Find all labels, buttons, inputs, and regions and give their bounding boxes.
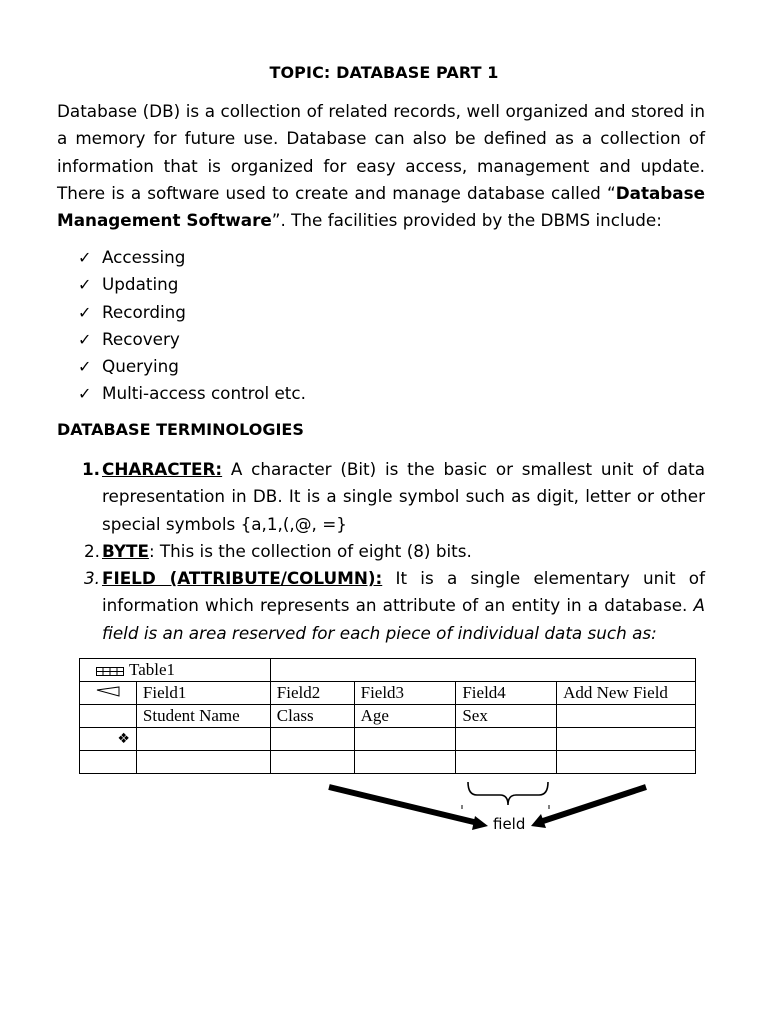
table-cell: Student Name <box>136 705 270 728</box>
list-item-label: Multi-access control etc. <box>102 383 306 404</box>
table-header-cell: Field1 <box>136 682 270 705</box>
table-header-cell: Field3 <box>354 682 456 705</box>
table-cell: Age <box>354 705 456 728</box>
check-icon: ✓ <box>78 302 92 322</box>
list-item-label: Recording <box>102 301 186 322</box>
left-arrowhead-icon <box>472 816 488 830</box>
term-number: 2. <box>83 540 100 561</box>
list-item-label: Updating <box>102 274 179 295</box>
term-number: 3. <box>83 568 100 589</box>
check-icon: ✓ <box>78 275 92 295</box>
term-definition: It is a single elementary unit of information which represents an attribute of an entity in a database. <box>102 568 705 616</box>
term-definition: : This is the collection of eight (8) bits. <box>148 540 472 561</box>
list-item-label: Accessing <box>102 247 186 267</box>
field-brace <box>468 782 548 805</box>
term-definition: A character (Bit) is the basic or smallest unit of data representation in DB. It is a single symbol such as digit, letter or other special symbols {a,1,(,@, =} <box>102 459 705 534</box>
term-name: BYTE <box>102 540 149 561</box>
page-title: TOPIC: DATABASE PART 1 <box>269 63 499 82</box>
table-cell: Sex <box>456 705 557 728</box>
intro-bold-term: Database Management Software <box>57 182 705 231</box>
check-icon: ✓ <box>78 329 92 349</box>
term-number: 1. <box>81 459 100 479</box>
term-name: FIELD (ATTRIBUTE/COLUMN): <box>102 568 383 589</box>
table-header-cell: Field2 <box>270 682 354 705</box>
terminologies-heading: DATABASE TERMINOLOGIES <box>57 420 304 439</box>
check-icon: ✓ <box>78 248 92 267</box>
right-arrow-shaft <box>543 787 646 821</box>
table-name: Table1 <box>129 660 176 679</box>
term-name: CHARACTER: <box>102 459 223 479</box>
left-arrow-shaft <box>329 787 478 823</box>
list-item-label: Recovery <box>102 328 180 349</box>
field-annotation-label: field <box>493 815 526 833</box>
check-icon: ✓ <box>78 384 92 404</box>
table-header-cell: Add New Field <box>557 682 696 705</box>
table-cell: Class <box>270 705 354 728</box>
list-item-label: Querying <box>102 356 179 377</box>
term-example-text: A field is an area reserved for each piece of individual data such as: <box>102 595 705 643</box>
table-header-cell: Field4 <box>456 682 557 705</box>
new-record-icon: ❖ <box>80 728 137 751</box>
check-icon: ✓ <box>78 357 92 377</box>
intro-text: Database (DB) is a collection of related records, well organized and stored in a memory for future use. Database can also be defined as a collection of information that is organized for easy access, management and update. There is a software used to create and manage database called “ <box>57 101 705 203</box>
intro-text-end: ”. The facilities provided by the DBMS include: <box>271 210 662 231</box>
